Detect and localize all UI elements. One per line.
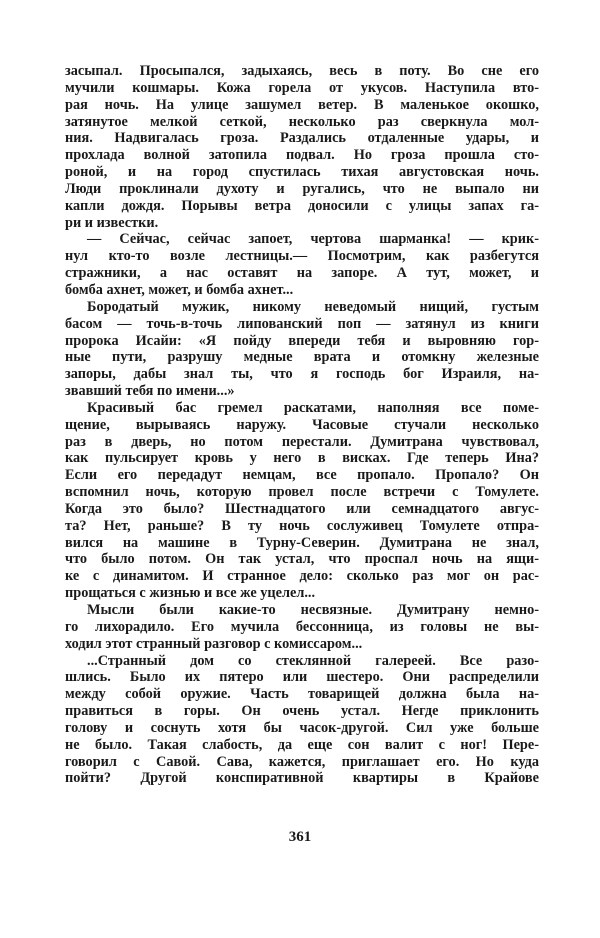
text-line: Бородатый мужик, никому неведомый нищий, густым: [87, 298, 539, 315]
page-number: 361: [288, 829, 312, 845]
text-line: ния. Надвигалась гроза. Раздались отдаленные удары, и: [65, 130, 539, 147]
text-line: звавший тебя по имени...»: [65, 383, 235, 400]
paragraph: [65, 231, 539, 298]
text-line: говорил с Савой. Сава, кажется, приглашает его. Но куда: [65, 753, 539, 770]
text-line: та? Нет, раньше? В ту ночь сослуживец Томулете отпра-: [65, 517, 539, 534]
text-line: Красивый бас гремел раскатами, наполняя все поме-: [87, 399, 539, 416]
text-line: прохлада волной затопила подвал. Но гроза прошла сто-: [65, 147, 539, 164]
text-line: вился на машине в Турну-Северин. Думитрана не знал,: [65, 534, 539, 551]
text-line: роной, и на город спустилась тихая августовская ночь.: [65, 164, 539, 181]
text-line: басом — точь-в-точь липованский поп — затянул из книги: [65, 315, 539, 332]
paragraph: [65, 63, 539, 231]
text-line: раз в дверь, но потом перестали. Думитрана чувствовал,: [65, 433, 539, 450]
text-line: Люди проклинали духоту и ругались, что не выпало ни: [65, 180, 539, 197]
text-line: ные пути, разрушу медные врата и отомкну железные: [65, 349, 539, 366]
text-line: Если его передадут немцам, все пропало. Пропало? Он: [65, 467, 539, 484]
text-line: затянутое мелкой сеткой, несколько раз сверкнула мол-: [65, 113, 539, 130]
text-line: пойти? Другой конспиративной квартиры в Крайове: [65, 770, 539, 787]
paragraph: [65, 653, 539, 788]
text-line: ходил этот странный разговор с комиссаром...: [65, 635, 363, 652]
page-body-text: [65, 63, 539, 787]
text-line: Мысли были какие-то несвязные. Думитрану немно-: [87, 602, 539, 618]
text-line: вспомнил ночь, которую провел после встречи с Томулете.: [65, 484, 539, 501]
paragraph: [65, 299, 539, 400]
text-line: стражники, а нас оставят на запоре. А тут, может, и: [65, 265, 539, 282]
text-line: рая ночь. На улице зашумел ветер. В маленькое окошко,: [65, 96, 539, 113]
text-line: пророка Исайи: «Я пойду впереди тебя и выровняю гор-: [65, 332, 539, 349]
text-line: щение, вырываясь наружу. Часовые стучали несколько: [65, 416, 539, 433]
text-line: между собой оружие. Часть товарищей должна была на-: [65, 686, 539, 703]
text-line: запоры, дабы знал ты, что я господь бог Израиля, на-: [65, 366, 539, 383]
text-line: как пульсирует кровь у него в висках. Где теперь Ина?: [65, 450, 539, 467]
text-line: мучили кошмары. Кожа горела от укусов. Наступила вто-: [65, 79, 539, 96]
text-line: засыпал. Просыпался, задыхаясь, весь в поту. Во сне его: [65, 63, 539, 79]
text-line: нул кто-то возле лестницы.— Посмотрим, как разбегутся: [65, 248, 539, 265]
text-line: что было потом. Он так устал, что проспал ночь на ящи-: [65, 551, 539, 568]
paragraph: [65, 400, 539, 602]
text-line: голову и соснуть хотя бы часок-другой. Сил уже больше: [65, 719, 539, 736]
text-line: правиться в горы. Он очень устал. Негде приклонить: [65, 703, 539, 720]
text-line: ри и известки.: [65, 214, 159, 231]
text-line: шлись. Было их пятеро или шестеро. Они распределили: [65, 669, 539, 686]
text-line: Когда это было? Шестнадцатого или семнадцатого авгус-: [65, 500, 539, 517]
text-line: го лихорадило. Его мучила бессонница, из головы не вы-: [65, 618, 539, 635]
paragraph: [65, 602, 539, 653]
text-line: бомба ахнет, может, и бомба ахнет...: [65, 281, 294, 298]
text-line: капли дождя. Порывы ветра доносили с улицы запах га-: [65, 197, 539, 214]
text-line: ке с динамитом. И странное дело: сколько раз мог он рас-: [65, 568, 539, 585]
text-line: прощаться с жизнью и все же уцелел...: [65, 585, 316, 602]
text-line: — Сейчас, сейчас запоет, чертова шарманка! — крик-: [87, 231, 539, 248]
text-line: не было. Такая слабость, да еще сон валит с ног! Пере-: [65, 736, 539, 753]
text-line: ...Странный дом со стеклянной галереей. Все разо-: [87, 652, 539, 669]
